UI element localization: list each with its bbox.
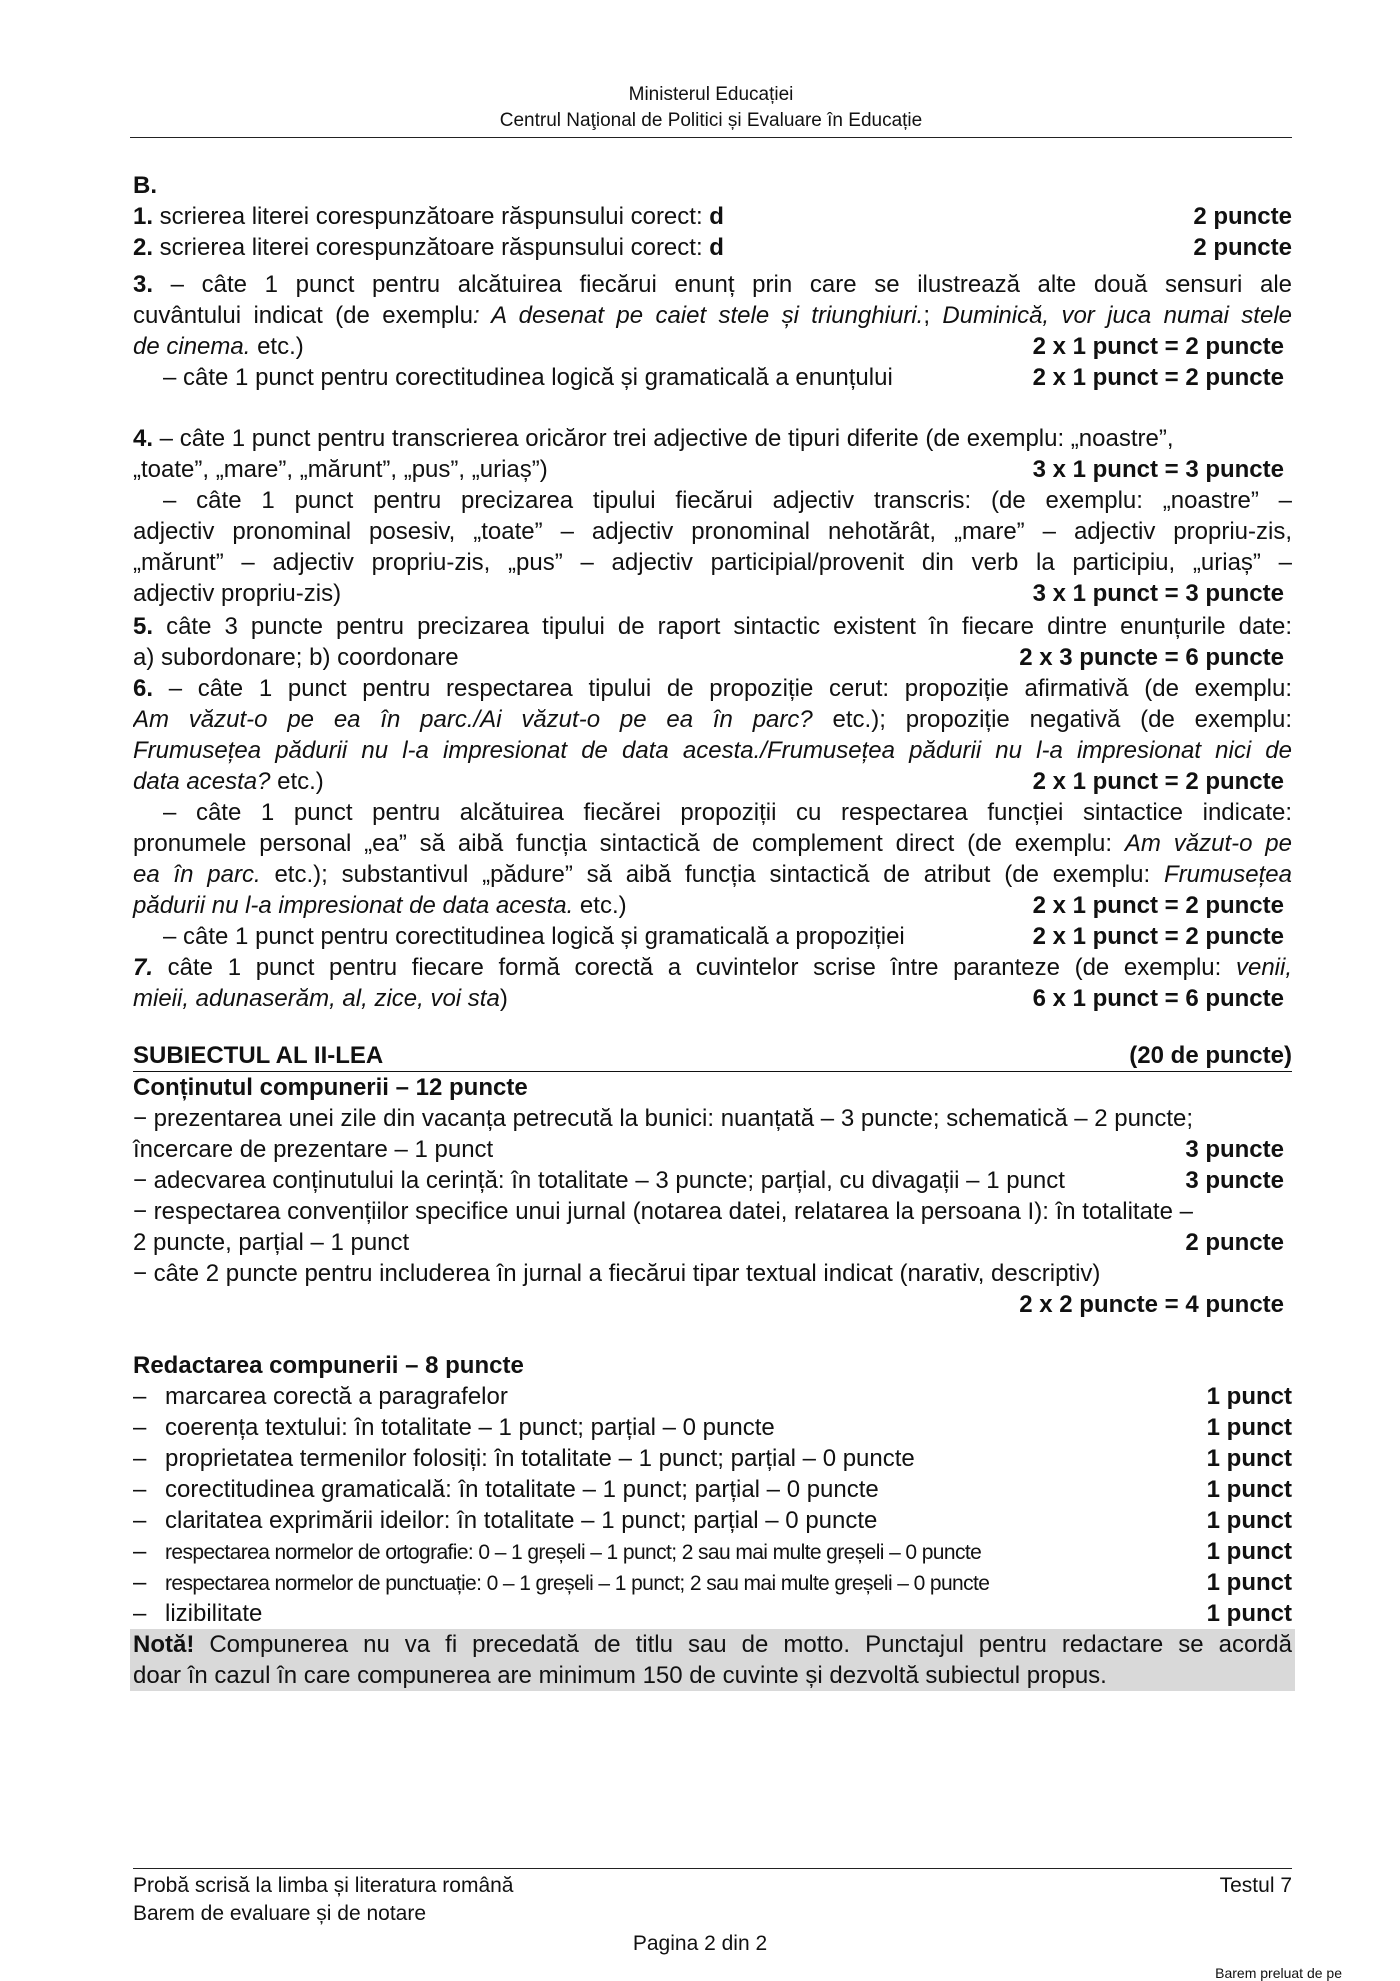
example-text: de cinema. (133, 333, 251, 360)
item-score: 3 x 1 punct = 3 puncte (1032, 580, 1284, 607)
item-b3-line4 (133, 362, 1292, 393)
item-b4-line6 (133, 578, 1292, 609)
footer-test-number: Testul 7 (1219, 1874, 1292, 1897)
redactare-item-text: respectarea normelor de punctuație: 0 – 1 greșeli – 1 punct; 2 sau mai multe greșeli – 0 puncte (165, 1572, 990, 1595)
footer-row1 (133, 1873, 1292, 1901)
source-note: Barem preluat de pe (1215, 1965, 1342, 1981)
item-text: câte 3 puncte pentru precizarea tipului de raport sintactic existent în fiecare dintre enunțurile date: (153, 613, 1292, 640)
item-text: a) subordonare; b) coordonare (133, 644, 459, 671)
item-text: etc.) (573, 892, 627, 919)
example-text: venii, (1235, 954, 1292, 981)
item-text: „mărunt” – adjectiv propriu-zis, „pus” – adjectiv participial/provenit din verb la participiu, „uriaș” – (133, 549, 1292, 576)
item-b3-line3 (133, 331, 1292, 362)
item-text: etc.) (250, 333, 304, 360)
item-number: 6. (133, 675, 154, 702)
redactare-item-score: 1 punct (1206, 1383, 1292, 1410)
example-text: Frumusețea (1163, 861, 1292, 888)
footer-barem-label: Barem de evaluare și de notare (133, 1902, 427, 1925)
dash-bullet: – (133, 1383, 147, 1410)
item-b7-line2 (133, 983, 1292, 1014)
dash-bullet: – (133, 1600, 147, 1627)
subject-2-points: (20 de puncte) (1129, 1042, 1292, 1069)
redactare-item (133, 1598, 1292, 1629)
item-text: 2 puncte, parțial – 1 punct (133, 1229, 410, 1256)
item-score: 3 puncte (1185, 1167, 1284, 1194)
header-center: Centrul Naţional de Politici și Evaluare în Educație (499, 110, 923, 131)
redactare-item-text: claritatea exprimării ideilor: în totalitate – 1 punct; parțial – 0 puncte (165, 1507, 878, 1534)
nota-label: Notă! (133, 1631, 195, 1658)
item-b6-line4 (133, 766, 1292, 797)
dash-bullet: – (133, 1507, 147, 1534)
redactare-item-score: 1 punct (1206, 1445, 1292, 1472)
redactare-item (133, 1474, 1292, 1505)
item-score: 2 x 2 puncte = 4 puncte (1019, 1291, 1284, 1318)
item-answer: d (709, 203, 724, 230)
item-text: – câte 1 punct pentru corectitudinea logică și gramaticală a enunțului (163, 364, 893, 391)
example-text: : A desenat pe caiet stele și triunghiuri. (472, 302, 924, 329)
item-b3-line2 (133, 300, 1292, 331)
nota-box (130, 1629, 1295, 1691)
item-text: scrierea literei corespunzătoare răspunsului corect: (153, 234, 710, 261)
redactare-list (133, 1381, 1292, 1629)
continut-line4: − respectarea convențiilor specifice unui jurnal (notarea datei, relatarea la persoana I): în totalitate – (133, 1198, 1193, 1225)
continut-line2 (133, 1134, 1292, 1165)
item-b4-line5 (133, 547, 1292, 578)
item-number: 5. (133, 613, 154, 640)
item-score: 2 x 1 punct = 2 puncte (1032, 892, 1284, 919)
example-text: Duminică, vor juca numai stele (942, 302, 1292, 329)
item-number: 2. (133, 234, 154, 261)
item-b4-line3 (133, 485, 1292, 516)
item-b4-line1 (133, 423, 1292, 454)
item-text: etc.); substantivul „pădure” să aibă funcția sintactică de atribut (de exemplu: (260, 861, 1164, 888)
dash-bullet: – (133, 1445, 147, 1472)
redactare-item-score: 1 punct (1206, 1414, 1292, 1441)
redactare-item-score: 1 punct (1206, 1538, 1292, 1565)
example-text: pădurii nu l-a impresionat de data acesta. (133, 892, 574, 919)
redactare-item-text: coerența textului: în totalitate – 1 punct; parțial – 0 puncte (165, 1414, 775, 1441)
item-answer: d (709, 234, 724, 261)
item-score: 2 x 1 punct = 2 puncte (1032, 768, 1284, 795)
item-text: – câte 1 punct pentru alcătuirea fiecărui enunț prin care se ilustrează alte două sensuri ale (153, 271, 1292, 298)
continut-title: Conținutul compunerii – 12 puncte (133, 1074, 528, 1101)
redactare-item-score: 1 punct (1206, 1600, 1292, 1627)
continut-line7 (133, 1289, 1292, 1320)
redactare-item (133, 1381, 1292, 1412)
section-b-title: B. (133, 172, 157, 199)
item-score: 3 puncte (1185, 1136, 1284, 1163)
item-text: – câte 1 punct pentru alcătuirea fiecărei propoziții cu respectarea funcției sintactice indicate: (163, 799, 1292, 826)
item-b6-line5 (133, 797, 1292, 828)
item-number: 1. (133, 203, 154, 230)
header-ministry: Ministerul Educației (628, 84, 794, 105)
item-b5-line2 (133, 642, 1292, 673)
item-text: adjectiv propriu-zis) (133, 580, 342, 607)
item-score: 2 puncte (1193, 234, 1292, 261)
item-score: 2 puncte (1193, 203, 1292, 230)
item-b4-line4 (133, 516, 1292, 547)
item-b6-line8 (133, 890, 1292, 921)
item-b6-line9 (133, 921, 1292, 952)
item-b6-line3 (133, 735, 1292, 766)
item-b4-line2 (133, 454, 1292, 485)
nota-line1 (133, 1629, 1292, 1660)
example-text: data acesta? (133, 768, 271, 795)
redactare-title: Redactarea compunerii – 8 puncte (133, 1352, 524, 1379)
redactare-item (133, 1567, 1292, 1598)
redactare-item-score: 1 punct (1206, 1569, 1292, 1596)
item-text: câte 1 punct pentru fiecare formă corectă a cuvintelor scrise între paranteze (de exemplu: (153, 954, 1236, 981)
redactare-item-text: marcarea corectă a paragrafelor (165, 1383, 508, 1410)
item-score: 6 x 1 punct = 6 puncte (1032, 985, 1284, 1012)
item-score: 2 puncte (1185, 1229, 1284, 1256)
subject-2-title: SUBIECTUL AL II-LEA (133, 1042, 384, 1069)
item-b3-line1 (133, 269, 1292, 300)
dash-bullet: – (133, 1414, 147, 1441)
redactare-item (133, 1443, 1292, 1474)
dash-bullet: – (133, 1538, 147, 1565)
item-b1 (133, 201, 1292, 232)
item-text: ) (499, 985, 508, 1012)
continut-line1: − prezentarea unei zile din vacanța petrecută la bunici: nuanțată – 3 puncte; schematică – 2 puncte; (133, 1105, 1194, 1132)
item-text: – câte 1 punct pentru transcrierea oricăror trei adjective de tipuri diferite (de exemplu: „noastre”, (153, 425, 1174, 452)
item-text: − adecvarea conținutului la cerință: în totalitate – 3 puncte; parțial, cu divagații – 1 punct (133, 1167, 1065, 1194)
redactare-item (133, 1412, 1292, 1443)
redactare-item-score: 1 punct (1206, 1507, 1292, 1534)
item-text: pronumele personal „ea” să aibă funcția sintactică de complement direct (de exemplu: (133, 830, 1125, 857)
subject-2-header (133, 1040, 1292, 1072)
item-text: cuvântului indicat (de exemplu (133, 302, 473, 329)
item-text: ; (923, 302, 943, 329)
item-number: 4. (133, 425, 154, 452)
item-text: „toate”, „mare”, „mărunt”, „pus”, „uriaș”) (133, 456, 548, 483)
item-text: etc.); propoziție negativă (de exemplu: (812, 706, 1292, 733)
redactare-item-text: corectitudinea gramaticală: în totalitate – 1 punct; parțial – 0 puncte (165, 1476, 879, 1503)
nota-line2: doar în cazul în care compunerea are minimum 150 de cuvinte și dezvoltă subiectul propus. (133, 1662, 1107, 1689)
continut-line6: − câte 2 puncte pentru includerea în jurnal a fiecărui tipar textual indicat (narativ, descriptiv) (133, 1260, 1101, 1287)
item-text: încercare de prezentare – 1 punct (133, 1136, 494, 1163)
item-b6-line1 (133, 673, 1292, 704)
page-footer (133, 1868, 1292, 1929)
item-score: 2 x 1 punct = 2 puncte (1032, 364, 1284, 391)
example-text: Frumusețea pădurii nu l-a impresionat de data acesta./Frumusețea pădurii nu l-a impresionat nici de (133, 737, 1292, 764)
item-score: 2 x 1 punct = 2 puncte (1032, 333, 1284, 360)
example-text: Am văzut-o pe (1124, 830, 1292, 857)
item-text: – câte 1 punct pentru corectitudinea logică și gramaticală a propoziției (163, 923, 905, 950)
footer-exam-name: Probă scrisă la limba și literatura română (133, 1874, 514, 1897)
continut-line5 (133, 1227, 1292, 1258)
item-text: – câte 1 punct pentru respectarea tipului de propoziție cerut: propoziție afirmativă (de exemplu: (153, 675, 1292, 702)
item-b6-line7 (133, 859, 1292, 890)
item-score: 2 x 3 puncte = 6 puncte (1019, 644, 1284, 671)
item-b7-line1 (133, 952, 1292, 983)
nota-text: Compunerea nu va fi precedată de titlu sau de motto. Punctajul pentru redactare se acordă (194, 1631, 1292, 1658)
item-b5-line1 (133, 611, 1292, 642)
redactare-item (133, 1536, 1292, 1567)
dash-bullet: – (133, 1569, 147, 1596)
item-score: 2 x 1 punct = 2 puncte (1032, 923, 1284, 950)
item-text: scrierea literei corespunzătoare răspunsului corect: (153, 203, 710, 230)
dash-bullet: – (133, 1476, 147, 1503)
item-b2 (133, 232, 1292, 263)
example-text: Am văzut-o pe ea în parc./Ai văzut-o pe ea în parc? (133, 706, 813, 733)
example-text: ea în parc. (133, 861, 261, 888)
page-header (130, 82, 1292, 138)
item-text: adjectiv pronominal posesiv, „toate” – adjectiv pronominal nehotărât, „mare” – adjectiv propriu-zis, (133, 518, 1292, 545)
footer-row2 (133, 1901, 1292, 1929)
redactare-item (133, 1505, 1292, 1536)
redactare-item-score: 1 punct (1206, 1476, 1292, 1503)
item-score: 3 x 1 punct = 3 puncte (1032, 456, 1284, 483)
main-content (133, 170, 1292, 1691)
item-number: 7. (133, 954, 154, 981)
page-number: Pagina 2 din 2 (632, 1932, 768, 1955)
item-b6-line6 (133, 828, 1292, 859)
redactare-item-text: respectarea normelor de ortografie: 0 – 1 greșeli – 1 punct; 2 sau mai multe greșeli – 0 puncte (165, 1541, 982, 1564)
continut-line3 (133, 1165, 1292, 1196)
example-text: mieii, adunaserăm, al, zice, voi sta (133, 985, 500, 1012)
item-number: 3. (133, 271, 154, 298)
redactare-item-text: proprietatea termenilor folosiți: în totalitate – 1 punct; parțial – 0 puncte (165, 1445, 915, 1472)
redactare-item-text: lizibilitate (165, 1600, 263, 1627)
item-b6-line2 (133, 704, 1292, 735)
item-text: – câte 1 punct pentru precizarea tipului fiecărui adjectiv transcris: (de exemplu: „noastre” – (163, 487, 1292, 514)
item-text: etc.) (270, 768, 324, 795)
